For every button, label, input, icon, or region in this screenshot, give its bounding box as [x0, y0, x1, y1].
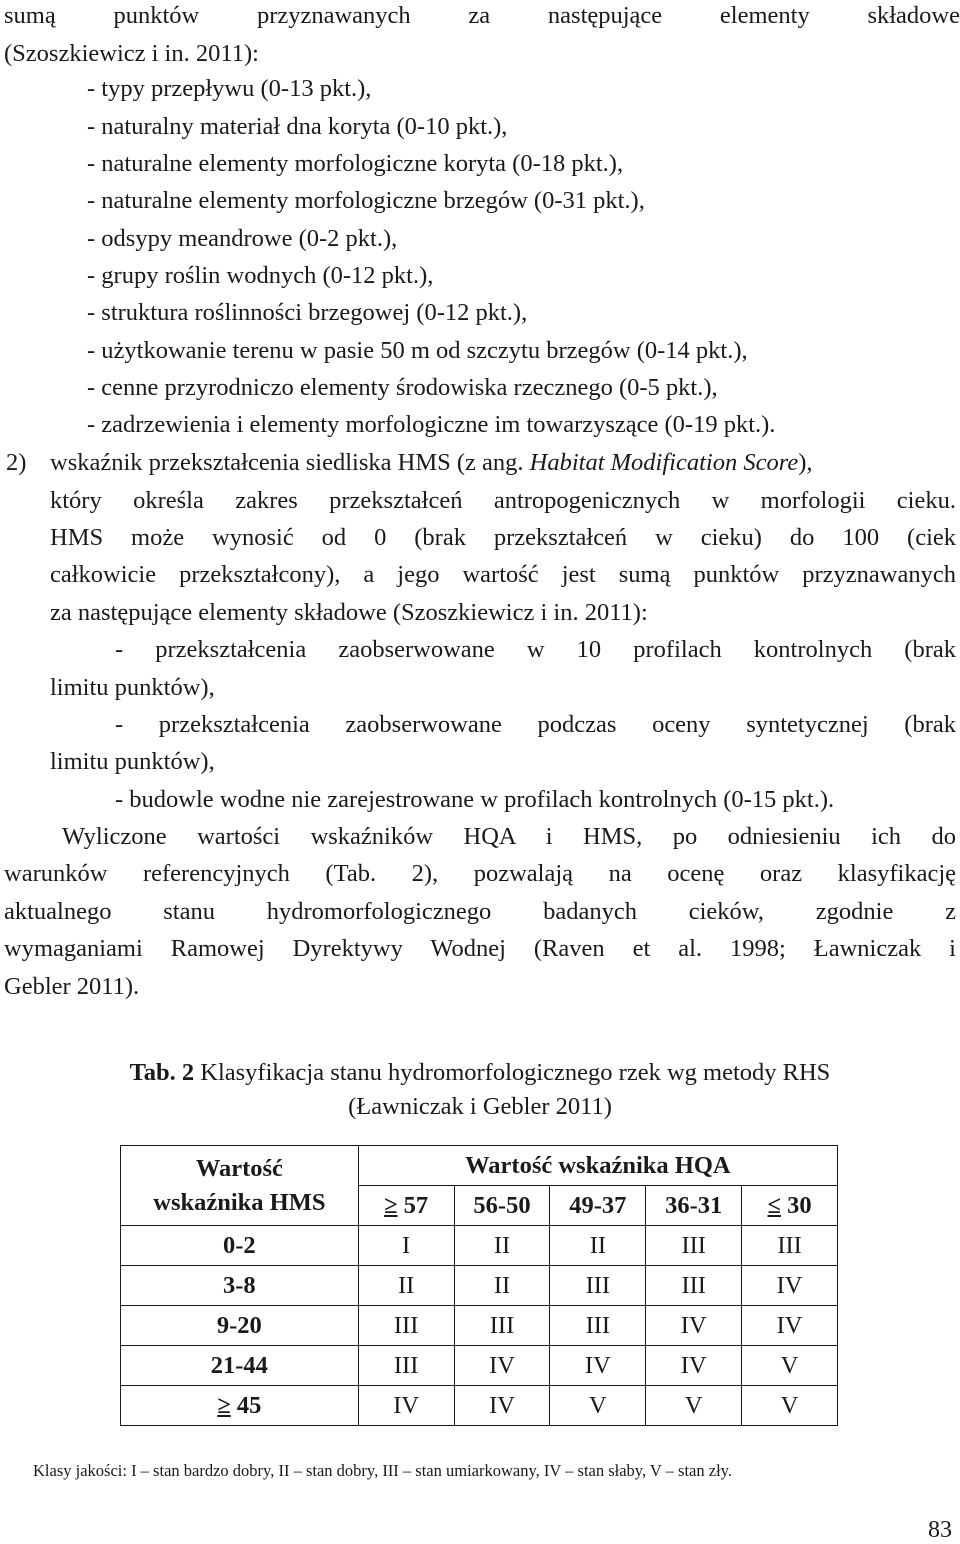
- hms-header-line2: wskaźnika HMS: [153, 1188, 326, 1216]
- list-item: - naturalny materiał dna koryta (0-10 pkt.),: [87, 113, 508, 140]
- list-item: - budowle wodne nie zarejestrowane w profilach kontrolnych (0-15 pkt.).: [115, 786, 835, 813]
- class-cell: V: [550, 1386, 646, 1426]
- hqa-range-cell: 56-50: [454, 1186, 550, 1226]
- text-line: sumą punktów przyznawanych za następujące elementy składowe: [4, 2, 960, 29]
- class-cell: III: [646, 1266, 742, 1306]
- list-item: - struktura roślinności brzegowej (0-12 pkt.),: [87, 299, 528, 326]
- table-row: [121, 1306, 838, 1346]
- table-row: [121, 1346, 838, 1386]
- text-line: warunków referencyjnych (Tab. 2), pozwalają na ocenę oraz klasyfikację: [4, 860, 956, 887]
- class-cell: III: [742, 1226, 838, 1266]
- class-cell: IV: [646, 1306, 742, 1346]
- class-cell: II: [454, 1226, 550, 1266]
- table-caption-label: Tab. 2: [129, 1059, 195, 1086]
- class-cell: IV: [550, 1346, 646, 1386]
- class-cell: II: [454, 1266, 550, 1306]
- list-item: - typy przepływu (0-13 pkt.),: [87, 75, 372, 102]
- list-item: - odsypy meandrowe (0-2 pkt.),: [87, 225, 398, 252]
- hqa-range-cell: 36-31: [646, 1186, 742, 1226]
- hms-range-cell: ≥ 45: [121, 1386, 359, 1426]
- text-line: aktualnego stanu hydromorfologicznego badanych cieków, zgodnie z: [4, 898, 956, 925]
- classification-table: [120, 1145, 838, 1426]
- list-item: - cenne przyrodniczo elementy środowiska rzecznego (0-5 pkt.),: [87, 374, 718, 401]
- hms-range-cell: 9-20: [121, 1306, 359, 1346]
- list-item: - przekształcenia zaobserwowane podczas oceny syntetycznej (brak: [115, 711, 956, 738]
- class-cell: I: [358, 1226, 454, 1266]
- hqa-range-cell: 49-37: [550, 1186, 646, 1226]
- class-cell: III: [358, 1346, 454, 1386]
- class-cell: IV: [742, 1306, 838, 1346]
- class-cell: IV: [358, 1386, 454, 1426]
- list-item: - użytkowanie terenu w pasie 50 m od szczytu brzegów (0-14 pkt.),: [87, 337, 748, 364]
- class-cell: IV: [454, 1346, 550, 1386]
- class-cell: III: [550, 1306, 646, 1346]
- class-cell: IV: [454, 1386, 550, 1426]
- text-line: limitu punktów),: [50, 674, 215, 701]
- text-line: całkowicie przekształcony), a jego wartość jest sumą punktów przyznawanych: [50, 561, 956, 588]
- list-item: - grupy roślin wodnych (0-12 pkt.),: [87, 262, 434, 289]
- class-cell: IV: [646, 1346, 742, 1386]
- class-cell: III: [454, 1306, 550, 1346]
- list-number: 2): [6, 449, 27, 476]
- class-cell: III: [646, 1226, 742, 1266]
- text-line: limitu punktów),: [50, 748, 215, 775]
- list-item: - zadrzewienia i elementy morfologiczne im towarzyszące (0-19 pkt.).: [87, 411, 776, 438]
- table-caption-text: Klasyfikacja stanu hydromorfologicznego rzek wg metody RHS: [200, 1059, 831, 1086]
- hqa-range-cell: ≤ 30: [742, 1186, 838, 1226]
- text-line: wskaźnik przekształcenia siedliska HMS (z ang. Habitat Modification Score),: [50, 449, 813, 476]
- text-line: wymaganiami Ramowej Dyrektywy Wodnej (Raven et al. 1998; Ławniczak i: [4, 935, 956, 962]
- table-caption-source: (Ławniczak i Gebler 2011): [348, 1093, 612, 1121]
- text-line: HMS może wynosić od 0 (brak przekształceń w cieku) do 100 (ciek: [50, 524, 956, 551]
- table-row: [121, 1226, 838, 1266]
- class-cell: III: [358, 1306, 454, 1346]
- hms-header-line1: Wartość: [195, 1155, 283, 1183]
- class-cell: IV: [742, 1266, 838, 1306]
- list-item: - naturalne elementy morfologiczne brzegów (0-31 pkt.),: [87, 187, 645, 214]
- class-cell: II: [358, 1266, 454, 1306]
- hms-range-cell: 3-8: [121, 1266, 359, 1306]
- page-number: 83: [928, 1517, 952, 1543]
- table-row: [121, 1266, 838, 1306]
- table-caption: [0, 1056, 960, 1125]
- text-line: za następujące elementy składowe (Szoszkiewicz i in. 2011):: [50, 599, 648, 626]
- text-line: Gebler 2011).: [4, 973, 140, 1000]
- text-line: (Szoszkiewicz i in. 2011):: [4, 40, 259, 67]
- table-row: [121, 1386, 838, 1426]
- hms-header: [121, 1146, 359, 1226]
- class-cell: V: [646, 1386, 742, 1426]
- hms-range-cell: 21-44: [121, 1346, 359, 1386]
- class-cell: III: [550, 1266, 646, 1306]
- class-cell: V: [742, 1386, 838, 1426]
- text-line: który określa zakres przekształceń antropogenicznych w morfologii cieku.: [50, 487, 956, 514]
- hqa-header: Wartość wskaźnika HQA: [358, 1146, 837, 1186]
- class-cell: V: [742, 1346, 838, 1386]
- quality-classes-legend: Klasy jakości: I – stan bardzo dobry, II – stan dobry, III – stan umiarkowany, IV – stan słaby, V – stan zły.: [33, 1461, 732, 1480]
- hms-range-cell: 0-2: [121, 1226, 359, 1266]
- class-cell: II: [550, 1226, 646, 1266]
- text-line: Wyliczone wartości wskaźników HQA i HMS, po odniesieniu ich do: [62, 823, 956, 850]
- list-item: - naturalne elementy morfologiczne koryta (0-18 pkt.),: [87, 150, 624, 177]
- list-item: - przekształcenia zaobserwowane w 10 profilach kontrolnych (brak: [115, 636, 956, 663]
- hqa-range-cell: ≥ 57: [358, 1186, 454, 1226]
